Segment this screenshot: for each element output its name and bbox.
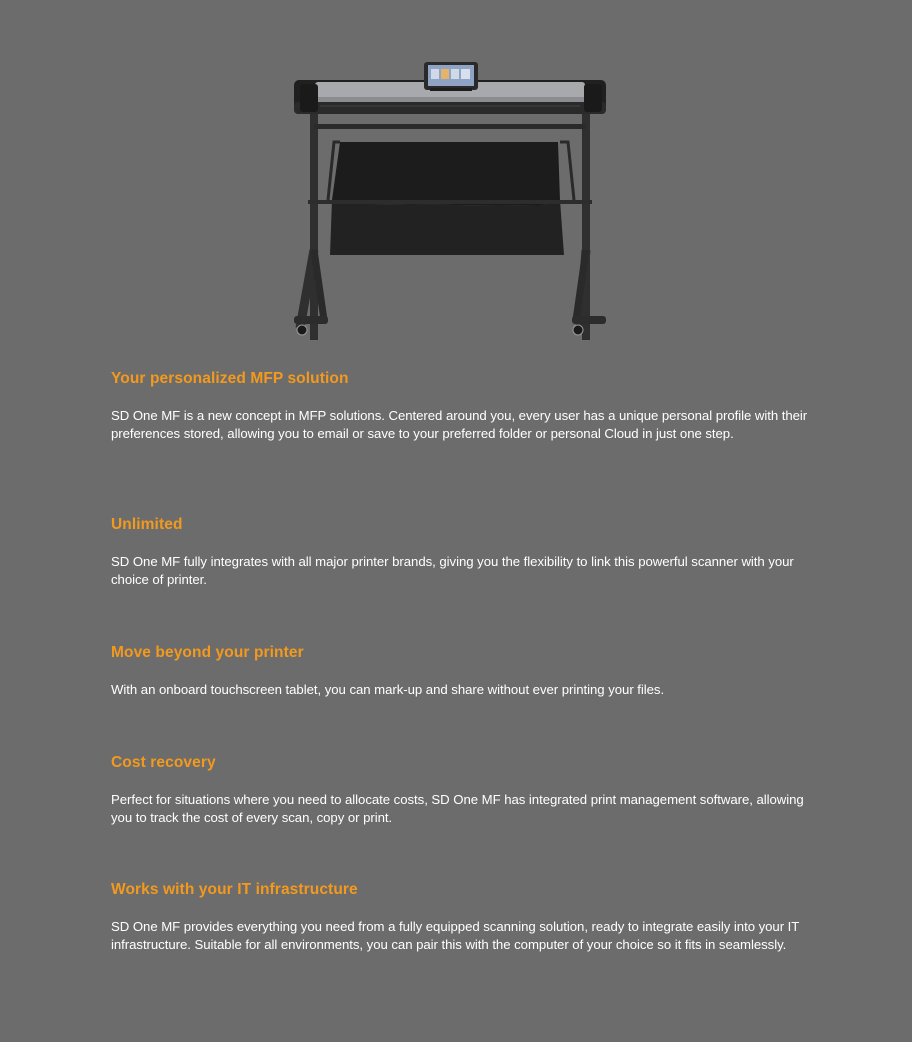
feature-heading: Move beyond your printer (111, 644, 304, 661)
feature-body: With an onboard touchscreen tablet, you can mark-up and share without ever printing your files. (111, 682, 665, 697)
feature-section-beyond-printer (111, 643, 811, 699)
feature-heading: Your personalized MFP solution (111, 370, 349, 387)
feature-heading: Unlimited (111, 516, 183, 533)
product-image-scanner (280, 50, 620, 340)
feature-section-unlimited (111, 515, 811, 589)
feature-section-it-infrastructure (111, 880, 811, 954)
feature-body: SD One MF is a new concept in MFP solutions. Centered around you, every user has a unique personal profile with their preferences stored, allowing you to email or save to your preferred folder or personal Cloud in just one step. (111, 408, 808, 441)
feature-heading: Cost recovery (111, 754, 216, 771)
feature-body: SD One MF provides everything you need from a fully equipped scanning solution, ready to integrate easily into your IT infrastructure. Suitable for all environments, you can pair this with the computer of your choice so it fits in seamlessly. (111, 919, 800, 952)
feature-body: Perfect for situations where you need to allocate costs, SD One MF has integrated print management software, allowing you to track the cost of every scan, copy or print. (111, 792, 804, 825)
feature-section-cost-recovery (111, 753, 811, 827)
feature-heading: Works with your IT infrastructure (111, 881, 358, 898)
feature-body: SD One MF fully integrates with all major printer brands, giving you the flexibility to link this powerful scanner with your choice of printer. (111, 554, 794, 587)
feature-section-personalized (111, 369, 811, 443)
